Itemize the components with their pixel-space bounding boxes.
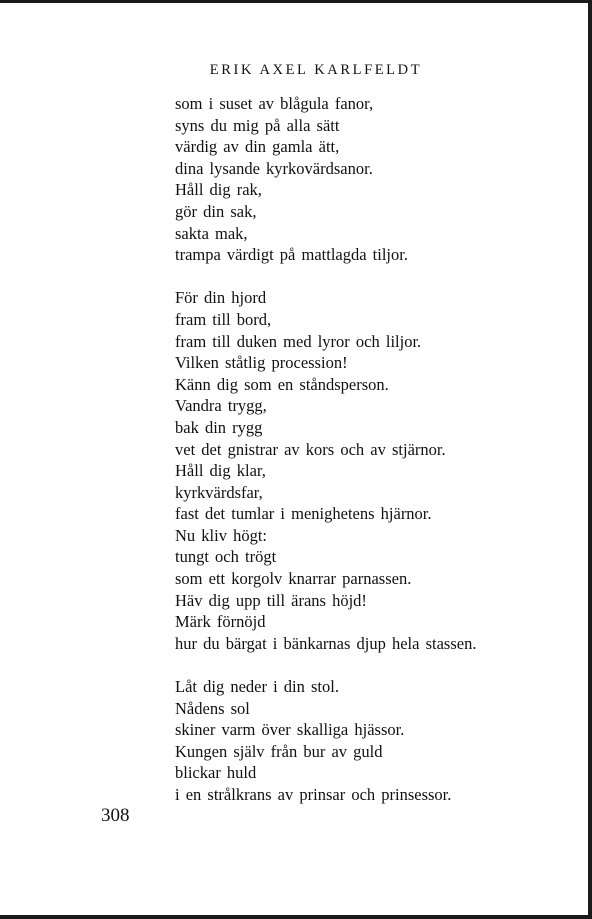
scan-edge-right bbox=[588, 0, 592, 919]
poem-line: Nu kliv högt: bbox=[175, 525, 268, 545]
poem-line: fram till bord, bbox=[175, 309, 272, 329]
poem-line: blickar huld bbox=[175, 763, 257, 783]
poem-line: bak din rygg bbox=[175, 417, 263, 437]
poem-line: vet det gnistrar av kors och av stjärnor. bbox=[175, 439, 446, 459]
stanza bbox=[175, 287, 575, 654]
scan-edge-bottom bbox=[0, 915, 592, 919]
poem-line: trampa värdigt på mattlagda tiljor. bbox=[175, 245, 408, 265]
poem-line: sakta mak, bbox=[175, 223, 248, 243]
running-head: ERIK AXEL KARLFELDT bbox=[209, 62, 423, 78]
poem-line: dina lysande kyrkovärdsanor. bbox=[175, 158, 373, 178]
poem-line: kyrkvärdsfar, bbox=[175, 482, 263, 502]
poem-line: som ett korgolv knarrar parnassen. bbox=[175, 569, 412, 589]
stanza bbox=[175, 676, 575, 806]
poem-line: syns du mig på alla sätt bbox=[175, 115, 340, 135]
poem-line: Nådens sol bbox=[175, 698, 250, 718]
poem-line: fast det tumlar i menighetens hjärnor. bbox=[175, 504, 432, 524]
stanza bbox=[175, 93, 575, 266]
poem-line: Känn dig som en ståndsperson. bbox=[175, 374, 389, 394]
poem-line: fram till duken med lyror och liljor. bbox=[175, 331, 422, 351]
poem-line: Håll dig klar, bbox=[175, 461, 266, 481]
poem-line: Vilken ståtlig procession! bbox=[175, 353, 348, 373]
page-number: 308 bbox=[101, 805, 130, 826]
poem-line: Vandra trygg, bbox=[175, 396, 267, 416]
poem-line: gör din sak, bbox=[175, 201, 257, 221]
poem-line: Märk förnöjd bbox=[175, 612, 266, 632]
poem-body bbox=[175, 93, 575, 806]
poem-line: tungt och trögt bbox=[175, 547, 277, 567]
poem-line: som i suset av blågula fanor, bbox=[175, 94, 374, 113]
poem-line: Håll dig rak, bbox=[175, 180, 262, 200]
poem-line: värdig av din gamla ätt, bbox=[175, 137, 340, 157]
poem-line: Häv dig upp till ärans höjd! bbox=[175, 590, 367, 610]
poem-line: skiner varm över skalliga hjässor. bbox=[175, 720, 405, 740]
poem-line: hur du bärgat i bänkarnas djup hela stassen. bbox=[175, 633, 477, 653]
poem-line: Kungen själv från bur av guld bbox=[175, 741, 383, 761]
poem-line: För din hjord bbox=[175, 288, 267, 308]
poem-line: Låt dig neder i din stol. bbox=[175, 677, 339, 697]
scan-edge-top bbox=[0, 0, 592, 3]
poem-line: i en strålkrans av prinsar och prinsessor. bbox=[175, 785, 452, 804]
